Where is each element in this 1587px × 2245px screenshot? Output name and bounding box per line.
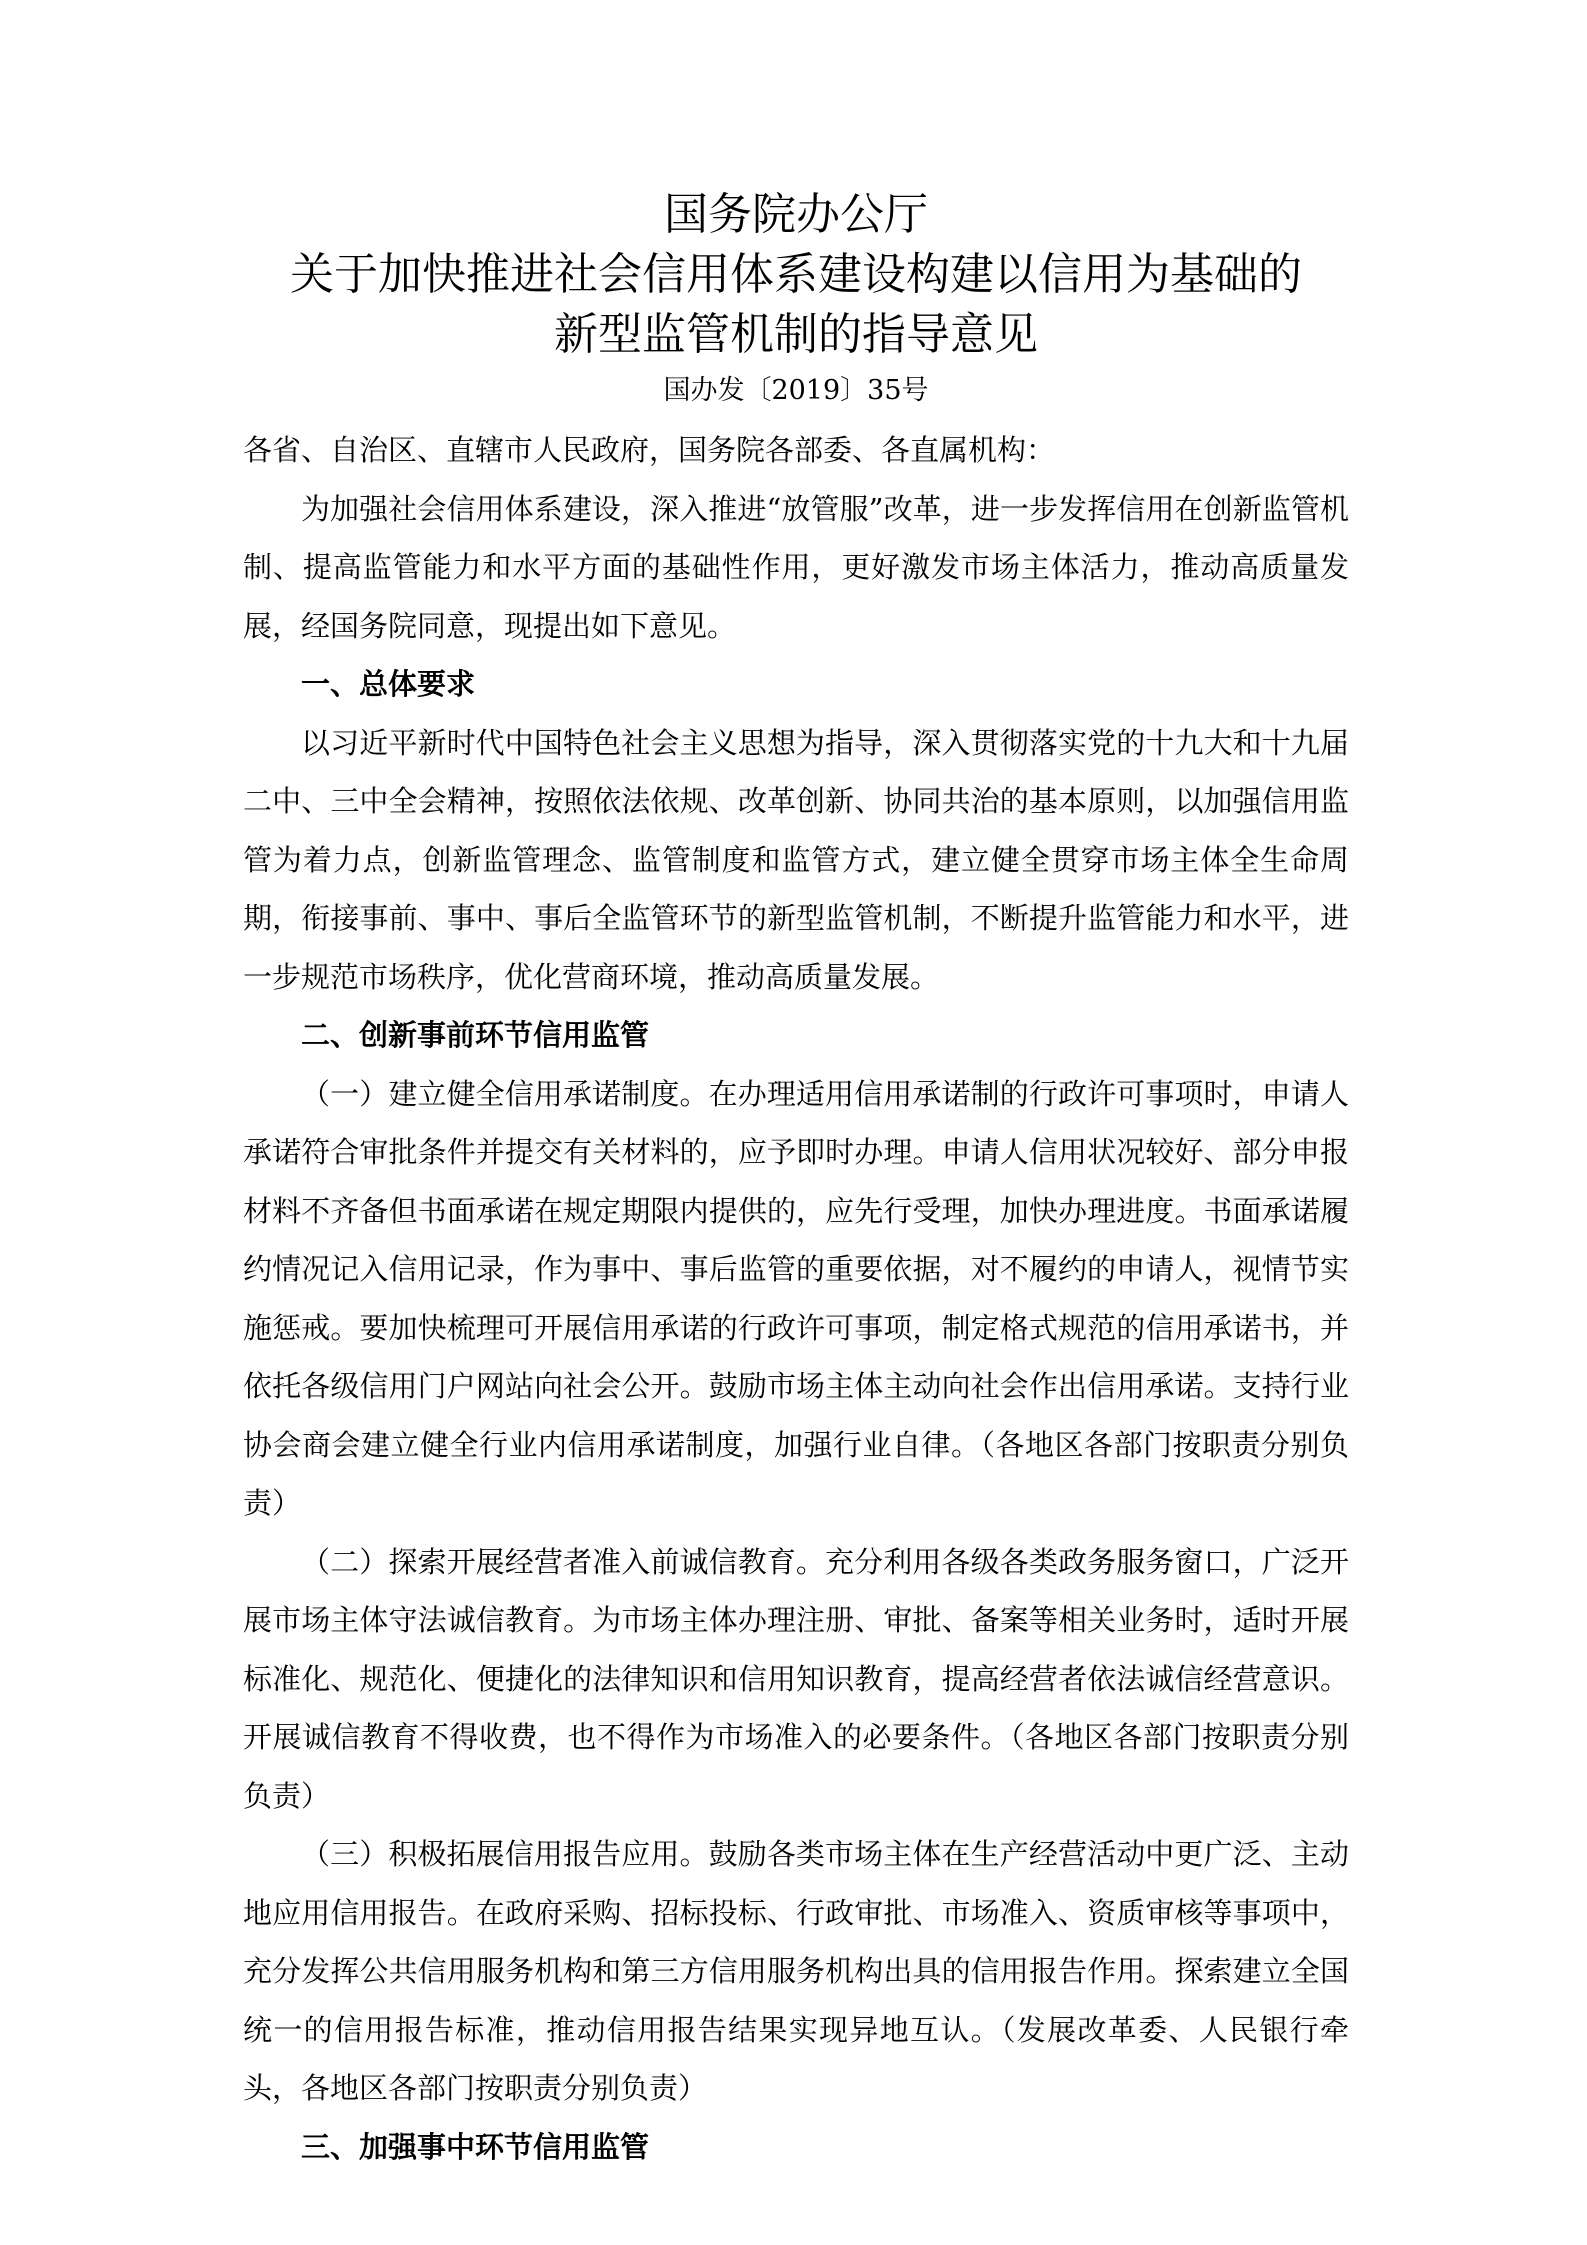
document-number: 国办发〔2019〕35号 [663,375,929,406]
title-line-1: 国务院办公厅 [664,189,928,240]
title-line-2: 关于加快推进社会信用体系建设构建以信用为基础的 [290,249,1302,300]
section-heading-2: 二、创新事前环节信用监管 [301,1018,650,1052]
item-2-paragraph: （二）探索开展经营者准入前诚信教育。充分利用各级各类政务服务窗口，广泛开展市场主体守法诚信教育。为市场主体办理注册、审批、备案等相关业务时，适时开展标准化、规范化、便捷化的法律知识和信用知识教育，提高经营者依法诚信经营意识。开展诚信教育不得收费，也不得作为市场准入的必要条件。（各地区各部门按职责分别负责） [243,1544,1349,1813]
intro-paragraph: 为加强社会信用体系建设，深入推进“放管服”改革，进一步发挥信用在创新监管机制、提高监管能力和水平方面的基础性作用，更好激发市场主体活力，推动高质量发展，经国务院同意，现提出如下意见。 [243,491,1349,643]
title-line-3: 新型监管机制的指导意见 [554,309,1038,360]
section-1-paragraph: 以习近平新时代中国特色社会主义思想为指导，深入贯彻落实党的十九大和十九届二中、三中全会精神，按照依法依规、改革创新、协同共治的基本原则，以加强信用监管为着力点，创新监管理念、监管制度和监管方式，建立健全贯穿市场主体全生命周期，衔接事前、事中、事后全监管环节的新型监管机制，不断提升监管能力和水平，进一步规范市场秩序，优化营商环境，推动高质量发展。 [243,725,1349,994]
item-1-paragraph: （一）建立健全信用承诺制度。在办理适用信用承诺制的行政许可事项时，申请人承诺符合审批条件并提交有关材料的，应予即时办理。申请人信用状况较好、部分申报材料不齐备但书面承诺在规定期限内提供的，应先行受理，加快办理进度。书面承诺履约情况记入信用记录，作为事中、事后监管的重要依据，对不履约的申请人，视情节实施惩戒。要加快梳理可开展信用承诺的行政许可事项，制定格式规范的信用承诺书，并依托各级信用门户网站向社会公开。鼓励市场主体主动向社会作出信用承诺。支持行业协会商会建立健全行业内信用承诺制度，加强行业自律。（各地区各部门按职责分别负责） [243,1076,1349,1520]
item-3-paragraph: （三）积极拓展信用报告应用。鼓励各类市场主体在生产经营活动中更广泛、主动地应用信用报告。在政府采购、招标投标、行政审批、市场准入、资质审核等事项中，充分发挥公共信用服务机构和第三方信用服务机构出具的信用报告作用。探索建立全国统一的信用报告标准，推动信用报告结果实现异地互认。（发展改革委、人民银行牵头，各地区各部门按职责分别负责） [243,1837,1349,2105]
document-title [243,185,1349,365]
salutation: 各省、自治区、直辖市人民政府，国务院各部委、各直属机构： [243,433,1056,467]
section-heading-3: 三、加强事中环节信用监管 [301,2129,650,2164]
document-page [243,185,1349,2176]
section-heading-1: 一、总体要求 [301,667,476,701]
